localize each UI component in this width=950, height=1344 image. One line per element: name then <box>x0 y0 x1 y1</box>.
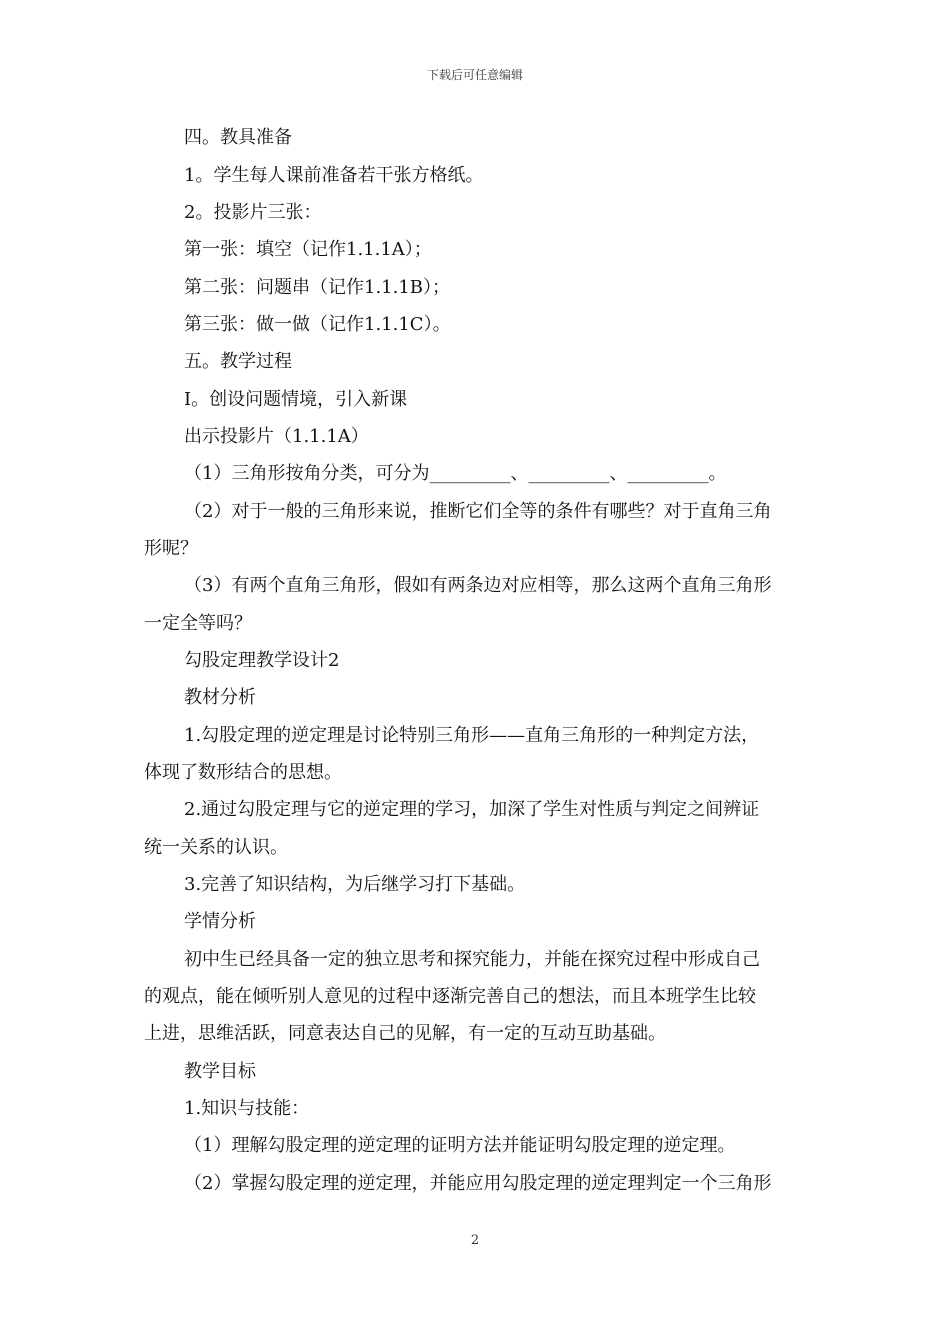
text-line: （2）对于一般的三角形来说，推断它们全等的条件有哪些？对于直角三角 <box>184 501 772 522</box>
text-line: Ⅰ。创设问题情境，引入新课 <box>184 389 408 410</box>
text-line: （3）有两个直角三角形，假如有两条边对应相等，那么这两个直角三角形 <box>184 575 772 596</box>
text-line: 教学目标 <box>184 1061 256 1082</box>
text-line: 学情分析 <box>184 911 256 932</box>
text-line: 四。教具准备 <box>184 127 292 148</box>
text-line: 五。教学过程 <box>184 351 292 372</box>
text-line: 1.勾股定理的逆定理是讨论特别三角形——直角三角形的一种判定方法， <box>184 725 760 746</box>
text-line: 3.完善了知识结构，为后继学习打下基础。 <box>184 874 526 895</box>
text-line: 2。投影片三张： <box>184 202 322 223</box>
text-line: 1。学生每人课前准备若干张方格纸。 <box>184 165 484 186</box>
text-line: 初中生已经具备一定的独立思考和探究能力，并能在探究过程中形成自己 <box>184 949 760 970</box>
text-line: 统一关系的认识。 <box>144 837 288 858</box>
text-line: 2.通过勾股定理与它的逆定理的学习，加深了学生对性质与判定之间辨证 <box>184 799 760 820</box>
text-line: 第一张：填空（记作1.1.1A）； <box>184 239 432 260</box>
text-line: （1）理解勾股定理的逆定理的证明方法并能证明勾股定理的逆定理。 <box>184 1135 736 1156</box>
text-line: 上进，思维活跃，同意表达自己的见解，有一定的互动互助基础。 <box>144 1023 666 1044</box>
text-line: （2）掌握勾股定理的逆定理，并能应用勾股定理的逆定理判定一个三角形 <box>184 1173 772 1194</box>
text-line: （1）三角形按角分类，可分为_________、_________、_________。 <box>184 463 727 484</box>
text-line: 勾股定理教学设计2 <box>184 650 340 671</box>
text-line: 1.知识与技能： <box>184 1098 310 1119</box>
page-header: 下载后可任意编辑 <box>426 68 523 82</box>
text-line: 出示投影片（1.1.1A） <box>184 426 369 447</box>
text-line: 形呢？ <box>144 538 198 559</box>
text-line: 第二张：问题串（记作1.1.1B）； <box>184 277 451 298</box>
text-line: 的观点，能在倾听别人意见的过程中逐渐完善自己的想法，而且本班学生比较 <box>144 986 756 1007</box>
page-number: 2 <box>470 1233 480 1248</box>
text-line: 体现了数形结合的思想。 <box>144 762 342 783</box>
text-line: 一定全等吗？ <box>144 613 252 634</box>
text-line: 第三张：做一做（记作1.1.1C）。 <box>184 314 451 335</box>
text-line: 教材分析 <box>184 687 256 708</box>
